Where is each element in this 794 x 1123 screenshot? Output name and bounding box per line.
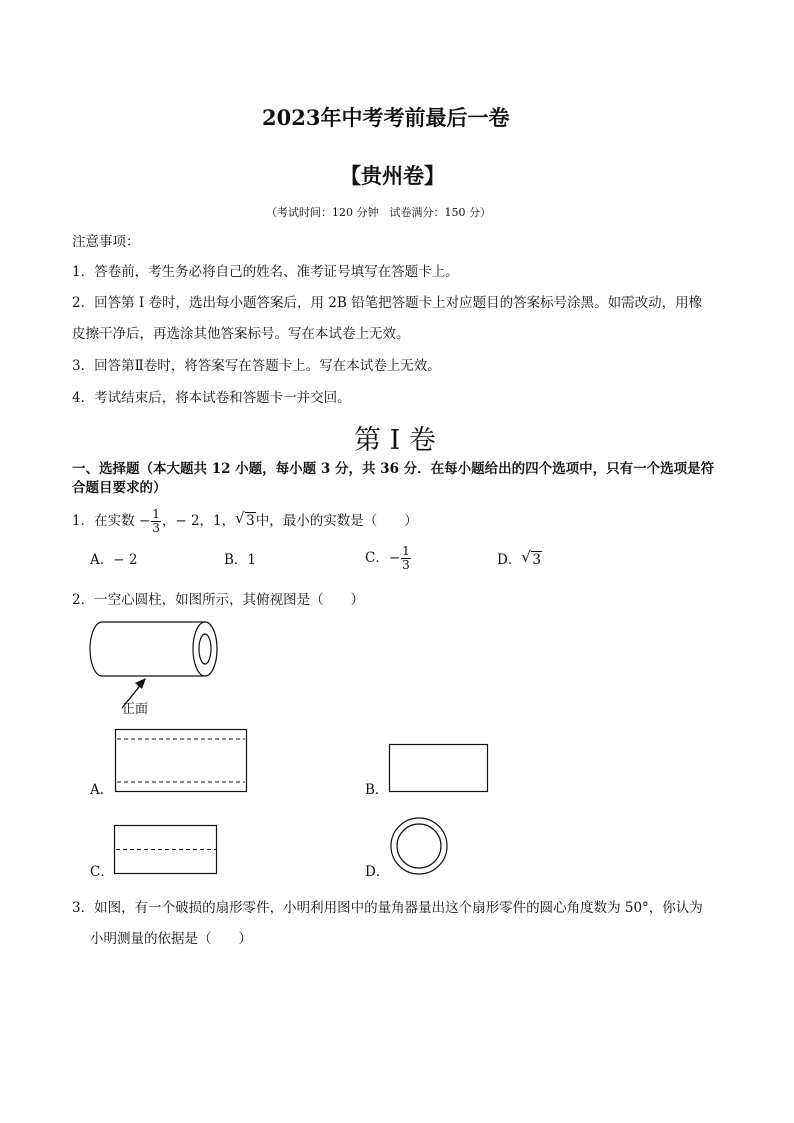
q1-prefix: 1．在实数 − xyxy=(72,513,151,529)
note-item-2: 2．回答第 I 卷时，选出每小题答案后，用 2B 铅笔把答题卡上对应题目的答案标号涂黑。如需改动，用橡 xyxy=(72,295,703,311)
note-item-4: 4．考试结束后，将本试卷和答题卡一并交回。 xyxy=(72,390,351,406)
note-item-1: 1．答卷前，考生务必将自己的姓名、准考证号填写在答题卡上。 xyxy=(72,264,459,280)
question-1 xyxy=(72,508,418,535)
page-title: 2023年中考考前最后一卷 xyxy=(262,105,510,130)
q1-option-b: B．1 xyxy=(224,552,257,568)
q1-sqrt-arg: 3 xyxy=(246,513,255,529)
question-2: 2．一空心圆柱，如图所示，其俯视图是（ ） xyxy=(72,592,365,608)
q1-option-c-num: 1 xyxy=(402,544,410,558)
q2-option-d-figure xyxy=(389,816,449,876)
q1-suffix: 中，最小的实数是（ ） xyxy=(255,513,418,529)
q2-option-b-figure xyxy=(389,744,489,794)
q1-option-d-prefix: D． xyxy=(497,552,522,568)
q2-option-a-label: A． xyxy=(90,782,114,798)
question-3-cont: 小明测量的依据是（ ） xyxy=(90,931,252,947)
note-item-3: 3．回答第Ⅱ卷时，将答案写在答题卡上。写在本试卷上无效。 xyxy=(72,358,441,374)
question-3: 3．如图，有一个破损的扇形零件，小明利用图中的量角器量出这个扇形零件的圆心角度数为 50°，你认为 xyxy=(72,900,703,916)
sqrt-icon: √ xyxy=(235,509,245,527)
part-label: 一、选择题（本大题共 12 小题，每小题 3 分，共 36 分．在每小题给出的四个选项中，只有一个选项是符 xyxy=(72,461,715,477)
q1-option-c-fraction xyxy=(401,545,411,572)
part-label-cont: 合题目要求的） xyxy=(72,480,167,496)
section-title: 第 I 卷 xyxy=(354,425,436,456)
q1-option-c-den: 3 xyxy=(402,558,410,572)
q1-option-a: A．− 2 xyxy=(90,552,138,568)
front-label: 正面 xyxy=(122,702,149,717)
sqrt-icon: √ xyxy=(521,548,531,566)
q1-frac-den: 3 xyxy=(152,521,160,535)
q1-fraction xyxy=(151,508,161,535)
q1-option-d-sqrt xyxy=(521,550,542,570)
notes-heading: 注意事项： xyxy=(72,234,140,250)
exam-info: （考试时间：120 分钟 试卷满分：150 分） xyxy=(266,206,491,219)
q2-option-c-figure xyxy=(114,825,218,875)
q1-option-d-arg: 3 xyxy=(532,552,541,568)
note-item-2-cont: 皮擦干净后，再选涂其他答案标号。写在本试卷上无效。 xyxy=(72,326,410,342)
q1-option-c-prefix: C．− xyxy=(365,550,401,566)
q2-option-a-figure xyxy=(115,729,248,793)
hollow-cylinder-figure xyxy=(88,618,223,728)
q1-middle: ，− 2，1， xyxy=(161,513,236,529)
q1-sqrt xyxy=(235,511,256,531)
paper-subtitle: 【贵州卷】 xyxy=(340,163,445,188)
q1-frac-num: 1 xyxy=(152,507,160,521)
q2-option-c-label: C． xyxy=(90,864,114,880)
q1-option-d xyxy=(497,550,542,570)
q2-option-d-label: D． xyxy=(365,864,390,880)
q2-option-b-label: B． xyxy=(365,782,389,798)
q1-option-c xyxy=(365,545,412,572)
